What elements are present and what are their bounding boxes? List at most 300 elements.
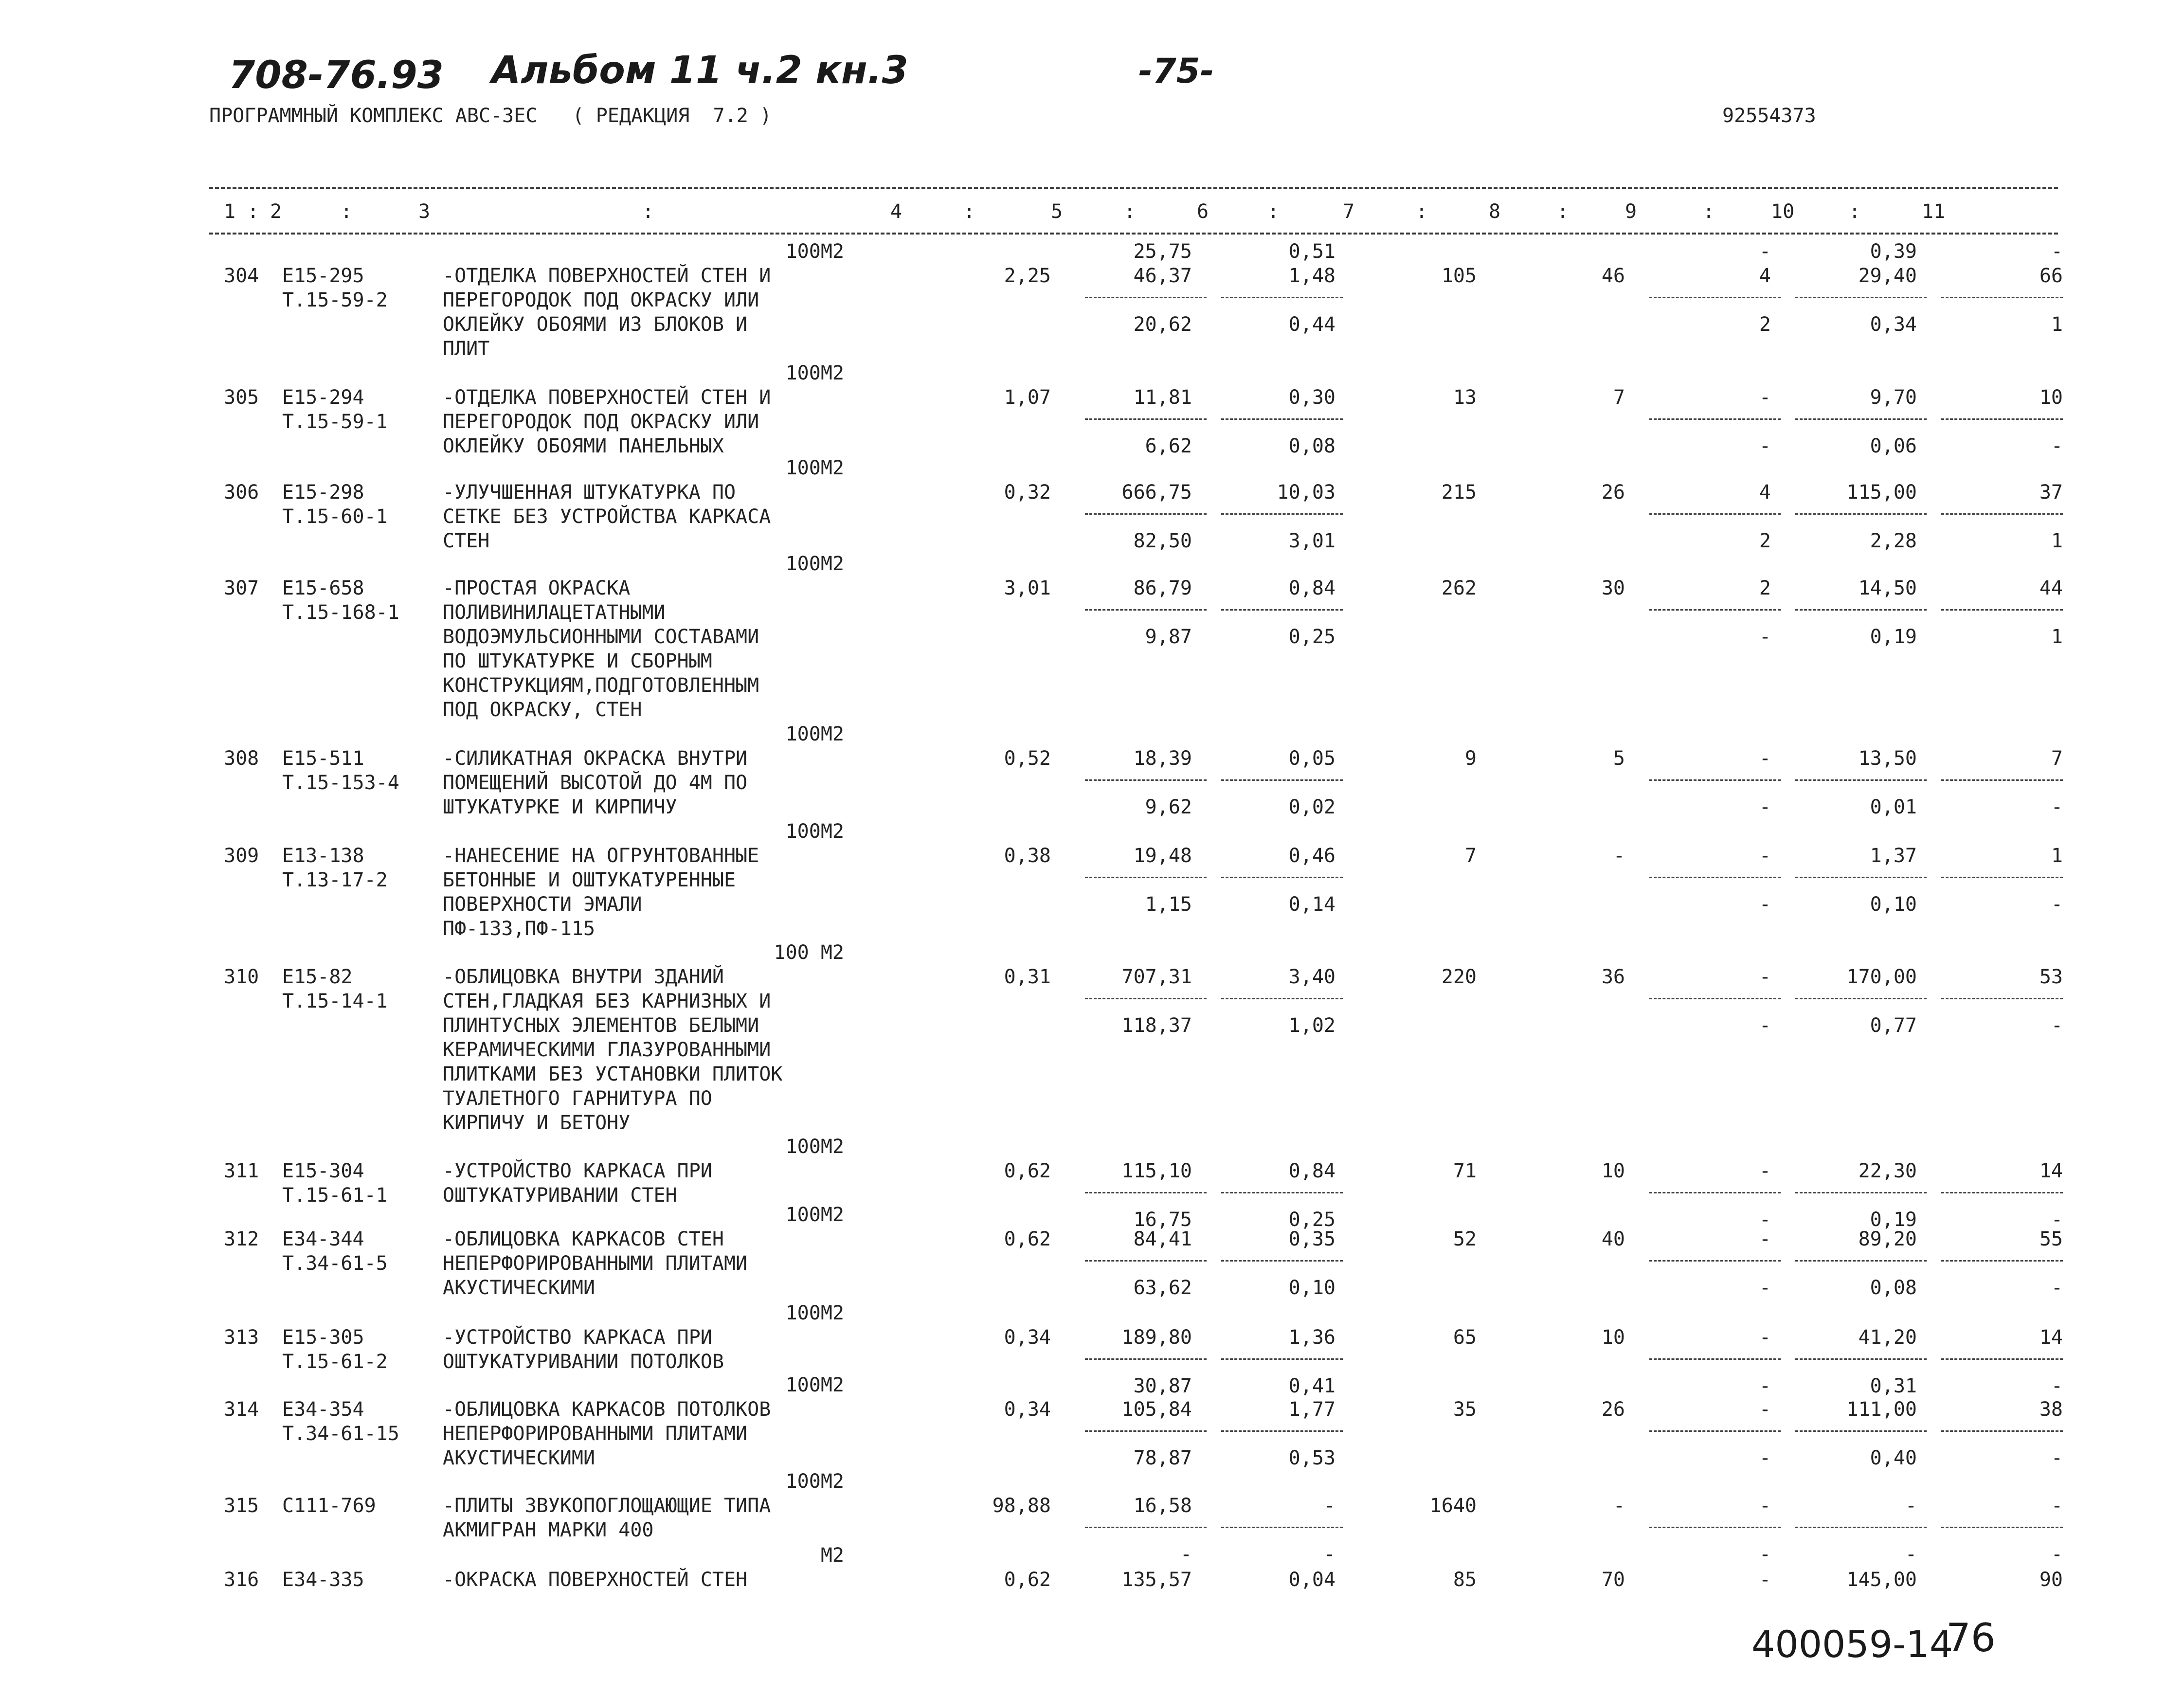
cell-c4: 0,62 xyxy=(1004,1569,1051,1591)
cell-c5-divider xyxy=(1085,1527,1207,1528)
row-number: 312 xyxy=(224,1228,259,1250)
cell-c5-divider xyxy=(1085,513,1207,515)
cell-c9: - xyxy=(1759,747,1771,770)
cell-c8: 26 xyxy=(1601,1398,1625,1421)
cell-c9: - xyxy=(1759,1228,1771,1250)
cell-c5: 189,80 xyxy=(1121,1326,1192,1349)
row-subcode: Т.13-17-2 xyxy=(282,869,388,891)
row-number: 310 xyxy=(224,966,259,988)
cell-c5-bottom: 30,87 xyxy=(1133,1375,1192,1397)
cell-c11: 14 xyxy=(2039,1326,2063,1349)
cell-c5-divider xyxy=(1085,297,1207,298)
row-code: Е34-335 xyxy=(282,1569,364,1591)
cell-c9-divider xyxy=(1649,297,1781,298)
row-code: Е15-304 xyxy=(282,1160,364,1182)
document-code: 708-76.93 xyxy=(229,54,444,97)
row-unit: М2 xyxy=(820,1544,844,1567)
cell-c9-bottom: - xyxy=(1759,1447,1771,1469)
cell-c6-bottom: 0,25 xyxy=(1288,626,1336,648)
row-code: Е15-298 xyxy=(282,481,364,504)
cell-c11-divider xyxy=(1941,1430,2063,1432)
cell-c11-divider xyxy=(1941,1260,2063,1262)
cell-c6: 0,35 xyxy=(1288,1228,1336,1250)
row-unit: 100 М2 xyxy=(774,941,844,964)
cell-c11-bottom: - xyxy=(2051,1014,2063,1037)
column-head-9: 6 xyxy=(1197,200,1209,223)
cell-c4: 0,52 xyxy=(1004,747,1051,770)
cell-c10-top: 0,39 xyxy=(1870,240,1917,263)
cell-c9-divider xyxy=(1649,1192,1781,1193)
row-subcode: Т.15-59-2 xyxy=(282,289,388,311)
row-number: 315 xyxy=(224,1495,259,1517)
column-head-19: 11 xyxy=(1922,200,1946,223)
row-description-line: -НАНЕСЕНИЕ НА ОГРУНТОВАННЫЕ xyxy=(443,845,759,867)
row-subcode: Т.15-61-1 xyxy=(282,1184,388,1207)
row-description-line: ПОД ОКРАСКУ, СТЕН xyxy=(443,699,642,721)
cell-c7: 105 xyxy=(1441,265,1477,287)
cell-c11: 53 xyxy=(2039,966,2063,988)
cell-c4: 0,31 xyxy=(1004,966,1051,988)
row-code: С111-769 xyxy=(282,1495,376,1517)
cell-c11-top: - xyxy=(2051,240,2063,263)
cell-c9: - xyxy=(1759,1495,1771,1517)
cell-c11-bottom: - xyxy=(2051,796,2063,818)
cell-c6-divider xyxy=(1221,779,1343,781)
cell-c11: 7 xyxy=(2051,747,2063,770)
cell-c9-divider xyxy=(1649,1260,1781,1262)
stamp-number: 400059-14 xyxy=(1751,1623,1953,1666)
cell-c11: 90 xyxy=(2039,1569,2063,1591)
cell-c10: 145,00 xyxy=(1846,1569,1917,1591)
cell-c6: 1,36 xyxy=(1288,1326,1336,1349)
cell-c6-divider xyxy=(1221,418,1343,420)
cell-c10: 1,37 xyxy=(1870,845,1917,867)
cell-c9: 4 xyxy=(1759,265,1771,287)
cell-c6: 0,84 xyxy=(1288,577,1336,599)
row-description-line: ПФ-133,ПФ-115 xyxy=(443,918,596,940)
row-description-line: ПОМЕЩЕНИЙ ВЫСОТОЙ ДО 4М ПО xyxy=(443,772,748,794)
row-description-line: -СИЛИКАТНАЯ ОКРАСКА ВНУТРИ xyxy=(443,747,748,770)
cell-c11-divider xyxy=(1941,513,2063,515)
cell-c11: 10 xyxy=(2039,386,2063,409)
cell-c8: 30 xyxy=(1601,577,1625,599)
column-head-11: 7 xyxy=(1343,200,1355,223)
cell-c9-bottom: - xyxy=(1759,796,1771,818)
cell-c6-bottom: 0,44 xyxy=(1288,313,1336,336)
cell-c6-bottom: 0,41 xyxy=(1288,1375,1336,1397)
cell-c10: 14,50 xyxy=(1858,577,1917,599)
sheet-number: 76 xyxy=(1946,1615,1996,1660)
column-head-6: : xyxy=(963,200,975,223)
cell-c9-divider xyxy=(1649,998,1781,999)
row-description-line: ПОВЕРХНОСТИ ЭМАЛИ xyxy=(443,893,642,916)
row-description-line: ПЛИТ xyxy=(443,338,490,360)
column-head-17: 10 xyxy=(1771,200,1795,223)
cell-c5-bottom: 6,62 xyxy=(1145,435,1192,457)
cell-c11-divider xyxy=(1941,779,2063,781)
cell-c6-bottom: 0,25 xyxy=(1288,1209,1336,1231)
cell-c9-bottom: - xyxy=(1759,1375,1771,1397)
cell-c4: 3,01 xyxy=(1004,577,1051,599)
row-unit: 100М2 xyxy=(785,362,844,384)
column-head-2: : xyxy=(341,200,353,223)
row-unit: 100М2 xyxy=(785,240,844,263)
cell-c10: 115,00 xyxy=(1846,481,1917,504)
cell-c7: 71 xyxy=(1453,1160,1477,1182)
cell-c5-bottom: - xyxy=(1180,1543,1192,1566)
cell-c9-divider xyxy=(1649,1430,1781,1432)
cell-c5: 19,48 xyxy=(1133,845,1192,867)
cell-c5-divider xyxy=(1085,779,1207,781)
album-label: Альбом 11 ч.2 кн.3 xyxy=(491,49,908,92)
cell-c9: - xyxy=(1759,845,1771,867)
cell-c9-bottom: - xyxy=(1759,1014,1771,1037)
column-head-14: : xyxy=(1557,200,1569,223)
cell-c11: 38 xyxy=(2039,1398,2063,1421)
cell-c11: - xyxy=(2051,1495,2063,1517)
row-code: Е15-658 xyxy=(282,577,364,599)
cell-c5-divider xyxy=(1085,998,1207,999)
row-description-line: -ПЛИТЫ ЗВУКОПОГЛОЩАЮЩИЕ ТИПА xyxy=(443,1495,771,1517)
row-subcode: Т.15-14-1 xyxy=(282,990,388,1012)
column-head-8: : xyxy=(1124,200,1136,223)
row-description-line: НЕПЕРФОРИРОВАННЫМИ ПЛИТАМИ xyxy=(443,1252,748,1275)
cell-c11-bottom: 1 xyxy=(2051,626,2063,648)
cell-c6-divider xyxy=(1221,998,1343,999)
cell-c8: 5 xyxy=(1613,747,1625,770)
cell-c7: 9 xyxy=(1464,747,1477,770)
cell-c4: 0,34 xyxy=(1004,1398,1051,1421)
row-description-line: ШТУКАТУРКЕ И КИРПИЧУ xyxy=(443,796,677,818)
row-description-line: ОШТУКАТУРИВАНИИ СТЕН xyxy=(443,1184,677,1207)
cell-c10-divider xyxy=(1795,418,1927,420)
column-head-12: : xyxy=(1416,200,1428,223)
cell-c11-bottom: - xyxy=(2051,893,2063,916)
row-description-line: АКУСТИЧЕСКИМИ xyxy=(443,1447,596,1469)
cell-c6: 0,46 xyxy=(1288,845,1336,867)
cell-c8: - xyxy=(1613,1495,1625,1517)
cell-c10-bottom: 0,31 xyxy=(1870,1375,1917,1397)
cell-c9: 2 xyxy=(1759,577,1771,599)
row-description-line: -УЛУЧШЕННАЯ ШТУКАТУРКА ПО xyxy=(443,481,736,504)
cell-c9-divider xyxy=(1649,609,1781,611)
cell-c9-bottom: - xyxy=(1759,626,1771,648)
header-rule-top xyxy=(209,187,2058,189)
row-description-line: ОКЛЕЙКУ ОБОЯМИ ПАНЕЛЬНЫХ xyxy=(443,435,724,457)
cell-c9-divider xyxy=(1649,418,1781,420)
cell-c6-divider xyxy=(1221,877,1343,878)
row-unit: 100М2 xyxy=(785,457,844,479)
cell-c5-divider xyxy=(1085,609,1207,611)
cell-c10: 9,70 xyxy=(1870,386,1917,409)
cell-c11-divider xyxy=(1941,1358,2063,1360)
cell-c5: 18,39 xyxy=(1133,747,1192,770)
cell-c11-bottom: - xyxy=(2051,1543,2063,1566)
cell-c10-bottom: 0,10 xyxy=(1870,893,1917,916)
row-description-line: СТЕН,ГЛАДКАЯ БЕЗ КАРНИЗНЫХ И xyxy=(443,990,771,1012)
row-code: Е34-344 xyxy=(282,1228,364,1250)
cell-c9-bottom: - xyxy=(1759,1277,1771,1299)
row-description-line: СЕТКЕ БЕЗ УСТРОЙСТВА КАРКАСА xyxy=(443,505,771,528)
row-description-line: АКУСТИЧЕСКИМИ xyxy=(443,1277,596,1299)
cell-c5: 135,57 xyxy=(1121,1569,1192,1591)
cell-c9-bottom: 2 xyxy=(1759,530,1771,552)
row-unit: 100М2 xyxy=(785,1374,844,1396)
document-number: 92554373 xyxy=(1722,105,1816,127)
cell-c6-divider xyxy=(1221,1430,1343,1432)
row-subcode: Т.15-59-1 xyxy=(282,411,388,433)
cell-c11-divider xyxy=(1941,418,2063,420)
row-code: Е13-138 xyxy=(282,845,364,867)
cell-c9: - xyxy=(1759,1326,1771,1349)
cell-c5-divider xyxy=(1085,418,1207,420)
column-head-1: 2 xyxy=(270,200,282,223)
cell-c11-bottom: - xyxy=(2051,1209,2063,1231)
cell-c5-bottom: 9,62 xyxy=(1145,796,1192,818)
cell-c5-bottom: 82,50 xyxy=(1133,530,1192,552)
row-description-line: -ОТДЕЛКА ПОВЕРХНОСТЕЙ СТЕН И xyxy=(443,265,771,287)
cell-c6-divider xyxy=(1221,1527,1343,1528)
column-head-16: : xyxy=(1703,200,1715,223)
row-description-line: НЕПЕРФОРИРОВАННЫМИ ПЛИТАМИ xyxy=(443,1423,748,1445)
row-number: 307 xyxy=(224,577,259,599)
cell-c6: 3,40 xyxy=(1288,966,1336,988)
cell-c6-top: 0,51 xyxy=(1288,240,1336,263)
row-subcode: Т.15-153-4 xyxy=(282,772,399,794)
cell-c10-divider xyxy=(1795,1192,1927,1193)
cell-c7: 35 xyxy=(1453,1398,1477,1421)
cell-c11-divider xyxy=(1941,1192,2063,1193)
cell-c10: 13,50 xyxy=(1858,747,1917,770)
cell-c7: 220 xyxy=(1441,966,1477,988)
column-head-0: 1 : xyxy=(224,200,259,223)
cell-c6-divider xyxy=(1221,1260,1343,1262)
cell-c9: - xyxy=(1759,1569,1771,1591)
cell-c5-bottom: 118,37 xyxy=(1121,1014,1192,1037)
cell-c9-bottom: - xyxy=(1759,1209,1771,1231)
row-unit: 100М2 xyxy=(785,1302,844,1324)
row-unit: 100М2 xyxy=(785,1204,844,1226)
cell-c8: 70 xyxy=(1601,1569,1625,1591)
row-subcode: Т.15-168-1 xyxy=(282,601,399,624)
cell-c5-divider xyxy=(1085,1260,1207,1262)
row-description-line: -УСТРОЙСТВО КАРКАСА ПРИ xyxy=(443,1326,712,1349)
cell-c4: 0,34 xyxy=(1004,1326,1051,1349)
cell-c9-divider xyxy=(1649,1358,1781,1360)
cell-c11: 1 xyxy=(2051,845,2063,867)
row-description-line: ПЛИНТУСНЫХ ЭЛЕМЕНТОВ БЕЛЫМИ xyxy=(443,1014,759,1037)
cell-c6-bottom: 3,01 xyxy=(1288,530,1336,552)
cell-c5-bottom: 20,62 xyxy=(1133,313,1192,336)
row-description-line: -ПРОСТАЯ ОКРАСКА xyxy=(443,577,631,599)
cell-c4: 0,38 xyxy=(1004,845,1051,867)
cell-c5-bottom: 1,15 xyxy=(1145,893,1192,916)
cell-c10-divider xyxy=(1795,877,1927,878)
cell-c10: 41,20 xyxy=(1858,1326,1917,1349)
cell-c10: - xyxy=(1905,1495,1917,1517)
cell-c9-divider xyxy=(1649,1527,1781,1528)
cell-c7: 215 xyxy=(1441,481,1477,504)
cell-c6: 1,48 xyxy=(1288,265,1336,287)
cell-c10-bottom: 2,28 xyxy=(1870,530,1917,552)
cell-c6: 0,05 xyxy=(1288,747,1336,770)
cell-c8: 46 xyxy=(1601,265,1625,287)
cell-c11-bottom: 1 xyxy=(2051,530,2063,552)
cell-c9-bottom: - xyxy=(1759,893,1771,916)
row-description-line: -УСТРОЙСТВО КАРКАСА ПРИ xyxy=(443,1160,712,1182)
cell-c11-bottom: - xyxy=(2051,1277,2063,1299)
column-head-3: 3 xyxy=(418,200,431,223)
cell-c6-bottom: - xyxy=(1323,1543,1336,1566)
cell-c9-divider xyxy=(1649,779,1781,781)
cell-c10-bottom: 0,08 xyxy=(1870,1277,1917,1299)
column-head-13: 8 xyxy=(1489,200,1501,223)
cell-c9: - xyxy=(1759,386,1771,409)
cell-c9-divider xyxy=(1649,513,1781,515)
cell-c11: 66 xyxy=(2039,265,2063,287)
cell-c10-bottom: 0,06 xyxy=(1870,435,1917,457)
column-head-18: : xyxy=(1849,200,1861,223)
row-subcode: Т.34-61-5 xyxy=(282,1252,388,1275)
cell-c6-bottom: 0,02 xyxy=(1288,796,1336,818)
cell-c7: 1640 xyxy=(1429,1495,1477,1517)
cell-c5-divider xyxy=(1085,877,1207,878)
row-subcode: Т.15-61-2 xyxy=(282,1351,388,1373)
column-head-5: 4 xyxy=(890,200,902,223)
cell-c9-top: - xyxy=(1759,240,1771,263)
row-number: 304 xyxy=(224,265,259,287)
cell-c7: 85 xyxy=(1453,1569,1477,1591)
cell-c5: 84,41 xyxy=(1133,1228,1192,1250)
cell-c9: - xyxy=(1759,1398,1771,1421)
cell-c8: 26 xyxy=(1601,481,1625,504)
cell-c8: - xyxy=(1613,845,1625,867)
cell-c11-bottom: - xyxy=(2051,1375,2063,1397)
cell-c10-bottom: 0,19 xyxy=(1870,1209,1917,1231)
cell-c11: 44 xyxy=(2039,577,2063,599)
row-code: Е15-305 xyxy=(282,1326,364,1349)
row-description-line: ПЛИТКАМИ БЕЗ УСТАНОВКИ ПЛИТОК xyxy=(443,1063,783,1085)
cell-c7: 65 xyxy=(1453,1326,1477,1349)
cell-c6-divider xyxy=(1221,297,1343,298)
cell-c6: 10,03 xyxy=(1277,481,1336,504)
cell-c10-divider xyxy=(1795,998,1927,999)
cell-c5-divider xyxy=(1085,1192,1207,1193)
cell-c6: 0,30 xyxy=(1288,386,1336,409)
cell-c11: 14 xyxy=(2039,1160,2063,1182)
row-description-line: -ОТДЕЛКА ПОВЕРХНОСТЕЙ СТЕН И xyxy=(443,386,771,409)
cell-c6-divider xyxy=(1221,513,1343,515)
row-description-line: -ОКРАСКА ПОВЕРХНОСТЕЙ СТЕН xyxy=(443,1569,748,1591)
cell-c10-bottom: 0,01 xyxy=(1870,796,1917,818)
cell-c11-divider xyxy=(1941,998,2063,999)
cell-c5: 86,79 xyxy=(1133,577,1192,599)
row-number: 308 xyxy=(224,747,259,770)
cell-c9: 4 xyxy=(1759,481,1771,504)
row-number: 305 xyxy=(224,386,259,409)
cell-c11-bottom: 1 xyxy=(2051,313,2063,336)
row-description-line: ПО ШТУКАТУРКЕ И СБОРНЫМ xyxy=(443,650,712,672)
cell-c10-bottom: 0,40 xyxy=(1870,1447,1917,1469)
row-description-line: АКМИГРАН МАРКИ 400 xyxy=(443,1519,654,1541)
row-unit: 100М2 xyxy=(785,1470,844,1493)
cell-c8: 7 xyxy=(1613,386,1625,409)
cell-c6-divider xyxy=(1221,1192,1343,1193)
cell-c10-divider xyxy=(1795,779,1927,781)
row-code: Е15-511 xyxy=(282,747,364,770)
cell-c6-bottom: 1,02 xyxy=(1288,1014,1336,1037)
cell-c6: 0,84 xyxy=(1288,1160,1336,1182)
row-description-line: КЕРАМИЧЕСКИМИ ГЛАЗУРОВАННЫМИ xyxy=(443,1039,771,1061)
row-number: 306 xyxy=(224,481,259,504)
cell-c5-divider xyxy=(1085,1430,1207,1432)
row-description-line: -ОБЛИЦОВКА КАРКАСОВ ПОТОЛКОВ xyxy=(443,1398,771,1421)
cell-c6-bottom: 0,14 xyxy=(1288,893,1336,916)
cell-c5-bottom: 16,75 xyxy=(1133,1209,1192,1231)
row-code: Е15-82 xyxy=(282,966,353,988)
column-head-10: : xyxy=(1267,200,1280,223)
cell-c11-bottom: - xyxy=(2051,1447,2063,1469)
cell-c10-divider xyxy=(1795,609,1927,611)
cell-c10: 29,40 xyxy=(1858,265,1917,287)
row-code: Е15-294 xyxy=(282,386,364,409)
cell-c11-divider xyxy=(1941,297,2063,298)
cell-c5-bottom: 9,87 xyxy=(1145,626,1192,648)
cell-c7: 262 xyxy=(1441,577,1477,599)
row-unit: 100М2 xyxy=(785,723,844,745)
cell-c9-bottom: - xyxy=(1759,435,1771,457)
row-code: Е15-295 xyxy=(282,265,364,287)
column-head-15: 9 xyxy=(1625,200,1637,223)
row-description-line: ТУАЛЕТНОГО ГАРНИТУРА ПО xyxy=(443,1087,712,1110)
cell-c10-divider xyxy=(1795,1527,1927,1528)
row-description-line: -ОБЛИЦОВКА КАРКАСОВ СТЕН xyxy=(443,1228,724,1250)
cell-c10-divider xyxy=(1795,1430,1927,1432)
cell-c6-divider xyxy=(1221,609,1343,611)
row-number: 311 xyxy=(224,1160,259,1182)
row-unit: 100М2 xyxy=(785,553,844,575)
cell-c11-divider xyxy=(1941,609,2063,611)
row-unit: 100М2 xyxy=(785,820,844,843)
cell-c4: 0,62 xyxy=(1004,1228,1051,1250)
row-description-line: СТЕН xyxy=(443,530,490,552)
row-description-line: ПОЛИВИНИЛАЦЕТАТНЫМИ xyxy=(443,601,666,624)
cell-c9-divider xyxy=(1649,877,1781,878)
cell-c5-bottom: 63,62 xyxy=(1133,1277,1192,1299)
column-head-4: : xyxy=(642,200,654,223)
cell-c6: 0,04 xyxy=(1288,1569,1336,1591)
cell-c5-divider xyxy=(1085,1358,1207,1360)
cell-c11: 37 xyxy=(2039,481,2063,504)
cell-c5-top: 25,75 xyxy=(1133,240,1192,263)
cell-c6: 1,77 xyxy=(1288,1398,1336,1421)
cell-c4: 2,25 xyxy=(1004,265,1051,287)
cell-c10-divider xyxy=(1795,1260,1927,1262)
cell-c10-bottom: - xyxy=(1905,1543,1917,1566)
row-description-line: ПЕРЕГОРОДОК ПОД ОКРАСКУ ИЛИ xyxy=(443,289,759,311)
cell-c10: 170,00 xyxy=(1846,966,1917,988)
cell-c9-bottom: - xyxy=(1759,1543,1771,1566)
cell-c4: 1,07 xyxy=(1004,386,1051,409)
cell-c5: 707,31 xyxy=(1121,966,1192,988)
row-description-line: -ОБЛИЦОВКА ВНУТРИ ЗДАНИЙ xyxy=(443,966,724,988)
row-subcode: Т.15-60-1 xyxy=(282,505,388,528)
row-number: 309 xyxy=(224,845,259,867)
cell-c10-divider xyxy=(1795,513,1927,515)
cell-c9: - xyxy=(1759,966,1771,988)
cell-c9: - xyxy=(1759,1160,1771,1182)
cell-c5: 11,81 xyxy=(1133,386,1192,409)
